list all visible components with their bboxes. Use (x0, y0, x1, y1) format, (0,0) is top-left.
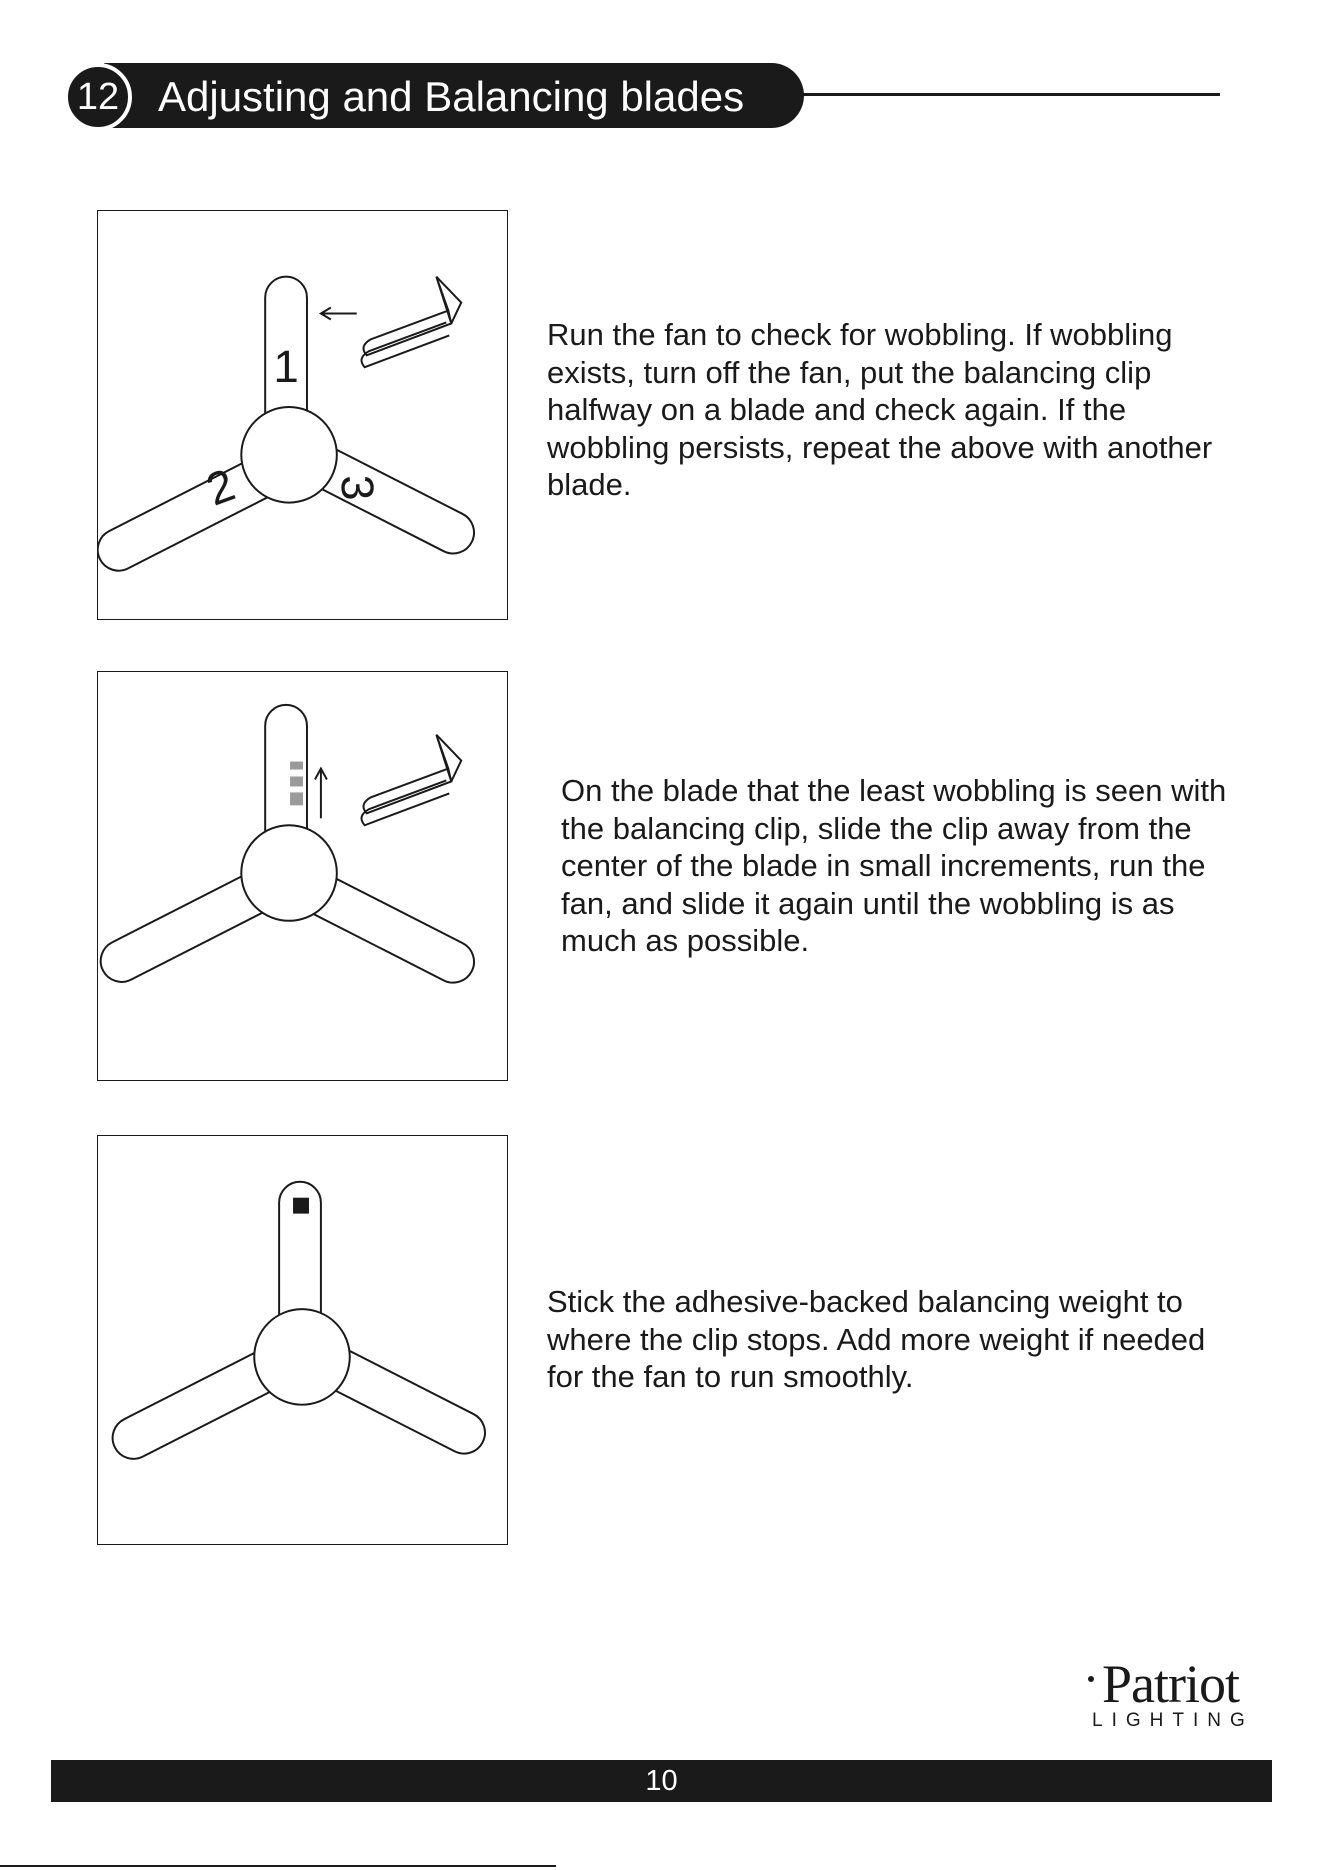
step-3-instructions: Stick the adhesive-backed balancing weight to where the clip stops. Add more weight if needed for the fan to run smoothly. (547, 1284, 1206, 1394)
step-2-instructions: On the blade that the least wobbling is seen with the balancing clip, slide the clip away from the center of the blade in small increments, run the fan, and slide it again until the wobbling is as much as possible. (561, 773, 1227, 958)
balancing-weight-icon (293, 1198, 309, 1214)
page-title: Adjusting and Balancing blades (158, 73, 745, 120)
fan-hub (254, 1309, 350, 1405)
balancing-clip-icon (362, 735, 462, 826)
page-number: 10 (645, 1764, 678, 1797)
figure-step-3 (97, 1135, 508, 1545)
footer-bar (51, 1760, 1272, 1802)
step-1-instructions: Run the fan to check for wobbling. If wobbling exists, turn off the fan, put the balancing clip halfway on a blade and check again. If the wobbling persists, repeat the above with another blade. (547, 317, 1213, 502)
bottom-rule (0, 1865, 556, 1867)
blade-label-3: 3 (331, 474, 384, 502)
brand-logo (1088, 1654, 1270, 1738)
blade-label-2: 2 (199, 458, 242, 516)
logo-wordmark: Patriot (1102, 1654, 1239, 1714)
fan-blades-slide-clip-diagram (98, 672, 507, 1080)
section-number-badge: 12 (64, 63, 132, 131)
arrow-left-icon (321, 308, 357, 320)
blade-label-1: 1 (273, 341, 299, 393)
clip-position-marks (290, 762, 303, 806)
logo-tagline: LIGHTING (1092, 1710, 1254, 1731)
fan-blades-clip-diagram (98, 211, 507, 619)
figure-step-1 (97, 210, 508, 620)
header-rule (800, 93, 1220, 96)
balancing-clip-icon (362, 277, 462, 368)
fan-blades-weight-diagram (98, 1136, 507, 1544)
fan-hub (241, 407, 337, 503)
logo-dot (1088, 1676, 1094, 1682)
arrow-up-icon (315, 769, 327, 819)
figure-step-2 (97, 671, 508, 1081)
fan-hub (241, 825, 337, 921)
